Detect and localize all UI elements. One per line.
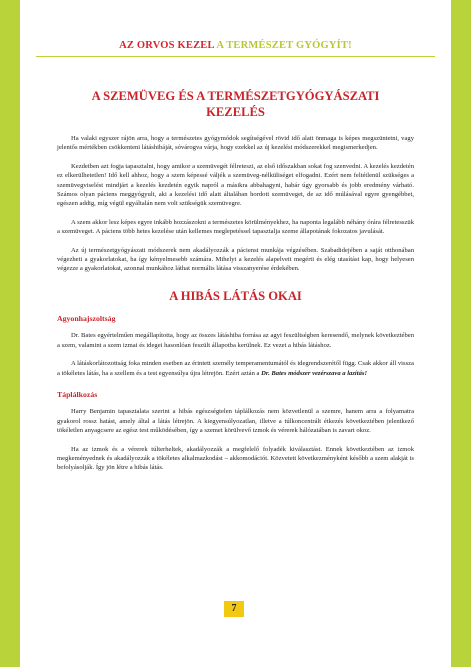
article-title-line1: A SZEMÜVEG ÉS A TERMÉSZETGYÓGYÁSZATI: [91, 89, 380, 103]
section-title: A HIBÁS LÁTÁS OKAI: [169, 288, 302, 303]
intro-paragraph-3: A szem akkor lesz képes egyre inkább hozzászokni a természetes körülményekhez, ha naponta legalább néhány órára félretesszük a szemüveget. A páciens több hetes kezelése után kellemes meglepetéssel tapasztalja szeme állapotának fokozatos javulását.: [57, 218, 414, 236]
subsection1-paragraph-2: [57, 359, 414, 378]
article-body: [57, 88, 414, 482]
subsection2-paragraph-1: Harry Benjamin tapasztalata szerint a hibás egészségtelen táplálkozás nem közvetlenül a szemre, hanem arra a folyamatra gyakorol rossz hatást, amely által a látás létrejön. A kiegyensúlyozatlan, illetve a túlkoncentrált étkezés következtében jelentkező tökéletlen anyagcsere az egész test működésében, így a szemet körülvevő izmok és vérerek hálózatában is zavart okoz.: [57, 408, 414, 435]
subsection2-paragraph-2: Ha az izmok és a vérerek túlterheltek, akadályozzák a megfelelő folyadék kiválasztást. Ennek következtében az izmok megkeményednek és akadályozzák a tökéletes alkalmazkodást – akkomodációt. Közvetett következményként később a szem alakját is befolyásolják. Így jön létre a hibás látás.: [57, 445, 414, 472]
header-rule: [36, 56, 435, 57]
intro-paragraph-1: Ha valaki egyszer rájön arra, hogy a természetes gyógymódok segítségével rövid idő alatt önmaga is képes megszüntetni, vagy jelentős mértékben csökkenteni látáshibáját, sóvárogva várja, hogy ezekkel az új kezelési módszerekkel megismerkedjen.: [57, 135, 414, 152]
article-title-line2: KEZELÉS: [206, 105, 265, 119]
subsection1-emphasis: Dr. Bates módszer vezérszava a lazítás!: [261, 369, 368, 377]
running-header-part1: AZ ORVOS KEZEL: [119, 40, 215, 51]
subsection-title-taplalkozas: Táplálkozás: [57, 389, 98, 399]
subsection1-paragraph-1: Dr. Bates egyértelműen megállapította, hogy az összes látáshiba forrása az agyi feszültségben keresendő, melynek következtében a szem, valamint a szem izmai és idegei hasonlóan feszült állapotba kerülnek. Ez vezet a hibás látáshoz.: [57, 332, 414, 349]
intro-paragraph-2: Kezdetben azt fogja tapasztalni, hogy amikor a szemüvegét félreteszi, az első időszakban sokat fog szenvedni. A kezelés kezdetén ez elkerülhetetlen! Idő kell ahhoz, hogy a szem képessé váljék a szemüveg-nélküliséget elfogadni. Ezért nem feltétlenül szükséges a szemüvegviselést mindjárt a kezelés kezdetén egyik napról a másikra abbahagyni, habár úgy gyorsabb és jobb eredmény várható. Számos olyan páciens meggyógyult, aki a kezelési idő alatt általában hordott szemüveget, de az idő múlásával egyre gyengébbet, egészen addig, míg végül egyáltalán nem volt szükségük szemüvegre.: [57, 162, 414, 208]
intro-paragraph-4: Az új természetgyógyászati módszerek nem akadályozzák a pácienst munkája végzésében. Szabadidejében a saját otthonában végezheti a gyakorlatokat, ha így kényelmesebb számára. Mihelyt a kezelés alapelveit megérti és elég utasítást kap, hogy helyesen végezze a gyakorlatokat, azonnal munkához láthat normális látása visszanyerése érdekében.: [57, 246, 414, 273]
subsection1-paragraph-2-text: A látáskorlátozottság foka minden esetben az érintett személy temperamentumától és idegrendszerétől függ. Csak akkor áll vissza a tökéletes látás, ha a szellem és a test egyensúlya újra létrejön. Ezért aztán a: [57, 360, 414, 377]
subsection-title-agyonhajszoltsag: Agyonhajszoltság: [57, 313, 116, 323]
running-header: [20, 40, 451, 51]
running-header-part2: A TERMÉSZET GYÓGYÍT!: [214, 40, 352, 51]
page-number: 7: [224, 601, 244, 617]
page: [20, 0, 451, 667]
article-title: [57, 88, 414, 120]
